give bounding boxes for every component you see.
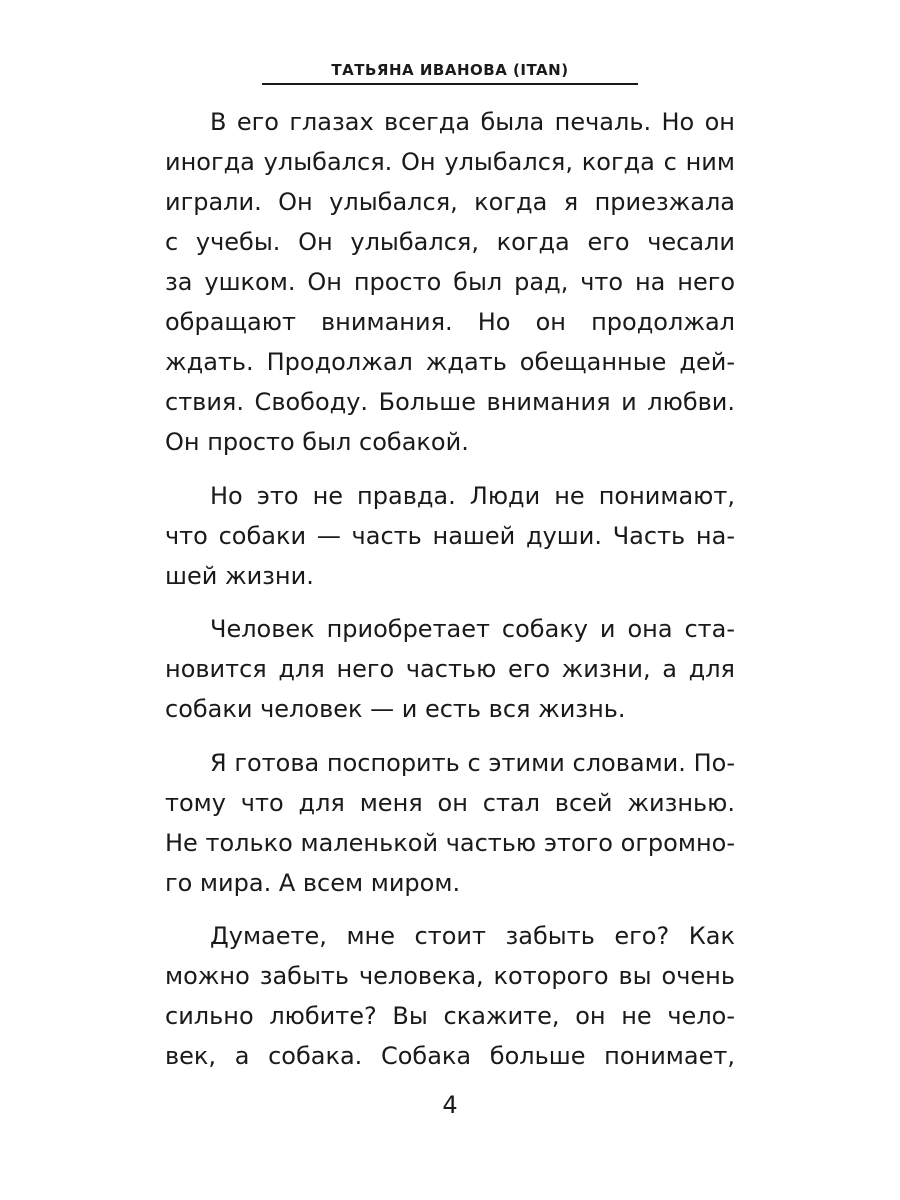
- text-line: тому что для меня он стал всей жизнью.: [165, 788, 735, 817]
- text-line: с учебы. Он улыбался, когда его чесали: [165, 228, 735, 256]
- text-line: можно забыть человека, которого вы очень: [165, 962, 735, 990]
- text-line: собаки человек — и есть вся жизнь.: [165, 695, 626, 723]
- paragraph: [165, 476, 735, 596]
- paragraph: [165, 102, 735, 462]
- text-line: сильно любите? Вы скажите, он не чело-: [165, 1002, 735, 1030]
- text-line: Я готова поспорить с этими словами. По-: [210, 748, 735, 777]
- text-line: играли. Он улыбался, когда я приезжала: [165, 188, 735, 216]
- text-line: за ушком. Он просто был рад, что на него: [165, 268, 735, 296]
- paragraph: [165, 609, 735, 729]
- text-line: ждать. Продолжал ждать обещанные дей-: [165, 348, 735, 376]
- header-rule: [262, 83, 638, 85]
- author-name: ТАТЬЯНА ИВАНОВА (ITAN): [331, 61, 569, 79]
- text-line: век, а собака. Собака больше понимает,: [165, 1042, 735, 1070]
- text-line: Но это не правда. Люди не понимают,: [210, 481, 735, 510]
- text-line: Человек приобретает собаку и она ста-: [210, 615, 735, 643]
- text-line: новится для него частью его жизни, а для: [165, 655, 735, 683]
- body-text: [165, 102, 735, 1090]
- text-line: Не только маленькой частью этого огромно-: [165, 828, 735, 857]
- text-line: что собаки — часть нашей души. Часть на-: [165, 521, 735, 550]
- page-number: 4: [442, 1091, 458, 1119]
- paragraph: [165, 916, 735, 1076]
- text-line: обращают внимания. Но он продолжал: [165, 308, 735, 336]
- text-line: Он просто был собакой.: [165, 428, 469, 456]
- text-line: иногда улыбался. Он улыбался, когда с ним: [165, 148, 735, 176]
- text-line: го мира. А всем миром.: [165, 868, 461, 897]
- text-line: шей жизни.: [165, 561, 314, 590]
- paragraph: [165, 743, 735, 903]
- running-header: [262, 60, 638, 85]
- text-line: В его глазах всегда была печаль. Но он: [210, 108, 735, 136]
- text-line: Думаете, мне стоит забыть его? Как: [210, 922, 735, 950]
- text-line: ствия. Свободу. Больше внимания и любви.: [165, 388, 735, 416]
